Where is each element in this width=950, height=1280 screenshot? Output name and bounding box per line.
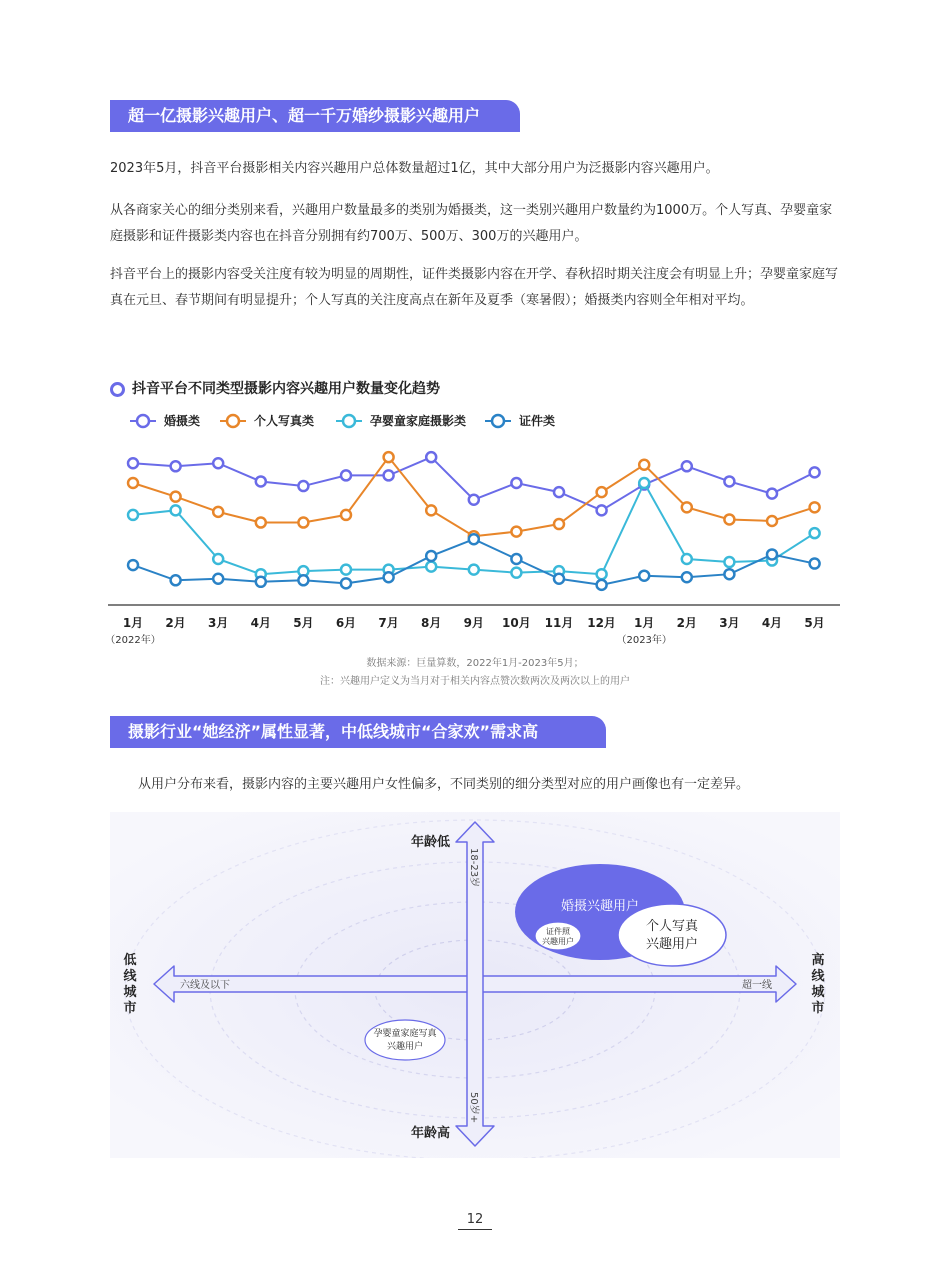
data-point — [554, 519, 564, 529]
legend-item — [485, 413, 555, 428]
data-point — [639, 478, 649, 488]
data-point — [597, 487, 607, 497]
x-tick-label: 5月 — [804, 616, 825, 630]
x-tick-label: 3月 — [719, 616, 740, 630]
axis-label-low-tier-city: 低线城市 — [123, 953, 137, 1016]
x-tick-label: 4月 — [761, 616, 783, 630]
section-header-female-economy: 摄影行业“她经济”属性显著，中低线城市“合家欢”需求高 — [110, 716, 606, 748]
section-header-user-count: 超一亿摄影兴趣用户、超一千万婚纱摄影兴趣用户 — [110, 100, 520, 132]
tick-label-super-first-tier: 超一线 — [742, 980, 772, 991]
data-point — [469, 495, 479, 505]
data-point — [298, 481, 308, 491]
data-point — [213, 507, 223, 517]
legend-label: 婚摄类 — [164, 414, 201, 428]
x-tick-label: 1月 — [634, 616, 655, 630]
data-point — [767, 489, 777, 499]
data-point — [511, 478, 521, 488]
bubble-portrait-label-line1: 个人写真 — [645, 919, 699, 934]
bubble-portrait-users — [618, 904, 726, 966]
data-point — [171, 492, 181, 502]
data-point — [767, 549, 777, 559]
data-point — [597, 569, 607, 579]
data-point — [213, 458, 223, 468]
data-point — [682, 461, 692, 471]
axis-label-age-high: 年龄高 — [410, 1126, 450, 1141]
data-point — [341, 470, 351, 480]
data-point — [597, 580, 607, 590]
series-layer — [128, 452, 820, 590]
data-point — [341, 578, 351, 588]
x-axis-ticks — [105, 616, 825, 646]
bubble-portrait-label-line2: 兴趣用户 — [645, 937, 699, 952]
bubble-id-photo-label-line1: 证件照 — [546, 927, 570, 936]
data-point — [682, 502, 692, 512]
x-year-label: （2022年） — [105, 635, 161, 646]
data-point — [384, 452, 394, 462]
legend-marker — [492, 415, 504, 427]
data-point — [341, 565, 351, 575]
data-point — [810, 467, 820, 477]
data-point — [426, 452, 436, 462]
chart-title: 抖音平台不同类型摄影内容兴趣用户数量变化趋势 — [132, 381, 440, 397]
trend-line-chart — [100, 405, 850, 650]
user-persona-quadrant — [110, 812, 840, 1158]
data-point — [554, 487, 564, 497]
paragraph-total-users: 2023年5月，抖音平台摄影相关内容兴趣用户总体数量超过1亿，其中大部分用户为泛摄影内容兴趣用户。 — [110, 161, 719, 176]
data-point — [384, 470, 394, 480]
data-point — [511, 527, 521, 537]
x-tick-label: 3月 — [208, 616, 229, 630]
data-point — [511, 554, 521, 564]
x-tick-label: 2月 — [676, 616, 697, 630]
legend-item — [130, 413, 200, 428]
data-point — [426, 505, 436, 515]
data-point — [682, 572, 692, 582]
legend-label: 证件类 — [519, 414, 556, 428]
data-point — [682, 554, 692, 564]
axis-label-age-low: 年龄低 — [410, 835, 450, 850]
data-point — [128, 458, 138, 468]
x-tick-label: 11月 — [544, 616, 574, 630]
x-tick-label: 6月 — [335, 616, 357, 630]
page-number: 12 — [458, 1210, 492, 1230]
bubble-family-label-line2: 兴趣用户 — [386, 1042, 424, 1052]
series-2 — [128, 478, 820, 579]
data-point — [256, 476, 266, 486]
legend-marker — [137, 415, 149, 427]
chart-definition-note: 注：兴趣用户定义为当月对于相关内容点赞次数两次及两次以上的用户 — [320, 676, 630, 687]
data-point — [256, 518, 266, 528]
legend-label: 孕婴童家庭摄影类 — [370, 414, 467, 428]
data-point — [128, 560, 138, 570]
data-point — [171, 461, 181, 471]
tick-label-sixth-tier: 六线及以下 — [180, 980, 230, 991]
data-point — [128, 478, 138, 488]
data-point — [639, 571, 649, 581]
data-point — [213, 574, 223, 584]
data-point — [213, 554, 223, 564]
x-tick-label: 12月 — [587, 616, 616, 630]
data-point — [469, 534, 479, 544]
bubble-id-photo-label-line2: 兴趣用户 — [542, 937, 574, 946]
data-point — [171, 505, 181, 515]
legend-item — [220, 413, 314, 428]
x-tick-label: 2月 — [165, 616, 186, 630]
bubble-wedding-label: 婚摄兴趣用户 — [560, 899, 640, 914]
data-point — [128, 510, 138, 520]
paragraph-user-distribution: 从用户分布来看，摄影内容的主要兴趣用户女性偏多，不同类别的细分类型对应的用户画像也有一定差异。 — [138, 777, 750, 792]
paragraph-seasonality: 抖音平台上的摄影内容受关注度有较为明显的周期性，证件类摄影内容在开学、春秋招时期关注度会有明显上升；孕婴童家庭写真在元旦、春节期间有明显提升；个人写真的关注度高点在新年及夏季（寒暑假）；婚摄类内容则全年相对平均。 — [110, 267, 839, 308]
data-point — [724, 557, 734, 567]
data-point — [639, 460, 649, 470]
data-point — [810, 559, 820, 569]
data-point — [171, 575, 181, 585]
data-point — [426, 562, 436, 572]
series-line — [133, 539, 815, 585]
data-point — [767, 516, 777, 526]
x-tick-label: 10月 — [502, 616, 531, 630]
data-point — [384, 572, 394, 582]
data-point — [724, 514, 734, 524]
bubble-family-users — [365, 1020, 445, 1060]
data-point — [597, 505, 607, 515]
data-point — [511, 568, 521, 578]
paragraph-category-users: 从各商家关心的细分类别来看，兴趣用户数量最多的类别为婚摄类，这一类别兴趣用户数量约为1000万。个人写真、孕婴童家庭摄影和证件摄影类内容也在抖音分别拥有约700万、500万、300万的兴趣用户。 — [110, 203, 833, 244]
data-point — [426, 551, 436, 561]
x-year-label: （2023年） — [616, 635, 672, 646]
data-point — [724, 476, 734, 486]
x-tick-label: 1月 — [122, 616, 144, 630]
data-point — [256, 577, 266, 587]
data-point — [554, 574, 564, 584]
data-point — [724, 569, 734, 579]
data-point — [298, 575, 308, 585]
series-0 — [128, 452, 820, 515]
data-point — [341, 510, 351, 520]
x-tick-label: 4月 — [250, 616, 271, 630]
x-tick-label: 5月 — [293, 616, 314, 630]
bubble-family-label-line1: 孕婴童家庭写真 — [373, 1029, 437, 1039]
data-point — [810, 502, 820, 512]
chart-legend — [130, 413, 555, 428]
legend-marker — [227, 415, 239, 427]
chart-source-note: 数据来源：巨量算数，2022年1月-2023年5月； — [366, 658, 584, 669]
data-point — [469, 565, 479, 575]
tick-label-18-23: 18-23岁 — [468, 848, 479, 888]
x-tick-label: 7月 — [378, 616, 399, 630]
data-point — [298, 518, 308, 528]
data-point — [810, 528, 820, 538]
tick-label-50-plus: 50岁+ — [468, 1092, 479, 1124]
legend-marker — [343, 415, 355, 427]
x-tick-label: 9月 — [463, 616, 484, 630]
legend-label: 个人写真类 — [254, 414, 315, 428]
legend-item — [336, 413, 466, 428]
axis-label-high-tier-city: 高线城市 — [811, 953, 825, 1016]
x-tick-label: 8月 — [421, 616, 442, 630]
